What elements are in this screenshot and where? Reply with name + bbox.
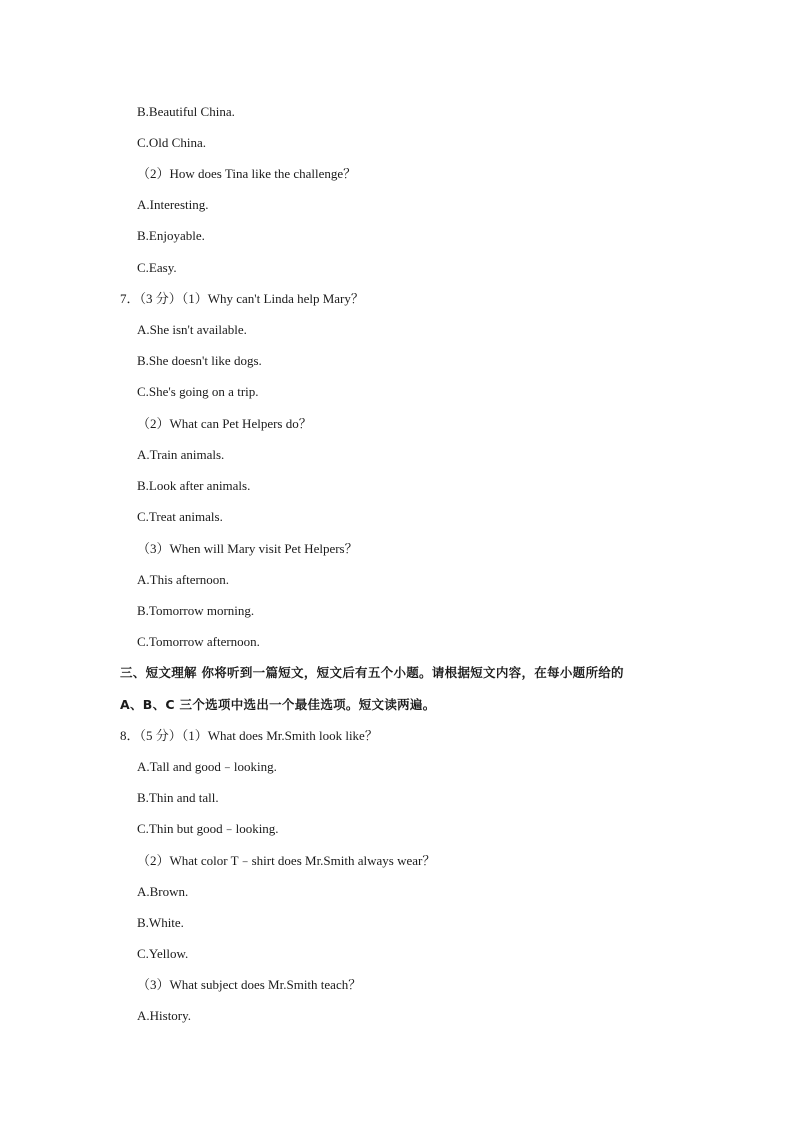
option-a-interesting: A.Interesting.: [137, 197, 209, 212]
option-c-thin-good-looking: C.Thin but good﹣looking.: [137, 821, 279, 836]
option-c-going-on-trip: C.She's going on a trip.: [137, 384, 259, 399]
option-b-thin-and-tall: B.Thin and tall.: [137, 790, 219, 805]
option-b-look-after-animals: B.Look after animals.: [137, 478, 251, 493]
sub-question-7-2: （2）What can Pet Helpers do？: [137, 416, 312, 431]
option-b-not-like-dogs: B.She doesn't like dogs.: [137, 353, 262, 368]
option-c-treat-animals: C.Treat animals.: [137, 509, 223, 524]
option-b-enjoyable: B.Enjoyable.: [137, 228, 205, 243]
option-b-white: B.White.: [137, 915, 184, 930]
question-8: 8．（5 分）（1）What does Mr.Smith look like？: [120, 728, 378, 743]
sub-question-7-3: （3）When will Mary visit Pet Helpers？: [137, 541, 358, 556]
option-a-not-available: A.She isn't available.: [137, 322, 247, 337]
question-7: 7．（3 分）（1）Why can't Linda help Mary？: [120, 291, 364, 306]
option-c-old-china: C.Old China.: [137, 135, 206, 150]
option-a-tall-good-looking: A.Tall and good﹣looking.: [137, 759, 277, 774]
sub-question-8-3: （3）What subject does Mr.Smith teach？: [137, 977, 362, 992]
option-b-beautiful-china: B.Beautiful China.: [137, 104, 235, 119]
section-heading-line-2: A、B、C 三个选项中选出一个最佳选项。短文读两遍。: [120, 697, 436, 712]
option-b-tomorrow-morning: B.Tomorrow morning.: [137, 603, 255, 618]
option-c-easy: C.Easy.: [137, 260, 177, 275]
option-a-brown: A.Brown.: [137, 884, 189, 899]
sub-question-6-2: （2）How does Tina like the challenge？: [137, 166, 357, 181]
option-c-yellow: C.Yellow.: [137, 946, 189, 961]
option-a-train-animals: A.Train animals.: [137, 447, 225, 462]
section-heading-line-1: 三、短文理解 你将听到一篇短文，短文后有五个小题。请根据短文内容，在每小题所给的: [120, 665, 624, 680]
option-a-this-afternoon: A.This afternoon.: [137, 572, 230, 587]
sub-question-8-2: （2）What color T﹣shirt does Mr.Smith always wear？: [137, 853, 436, 868]
option-a-history: A.History.: [137, 1008, 192, 1023]
option-c-tomorrow-afternoon: C.Tomorrow afternoon.: [137, 634, 260, 649]
